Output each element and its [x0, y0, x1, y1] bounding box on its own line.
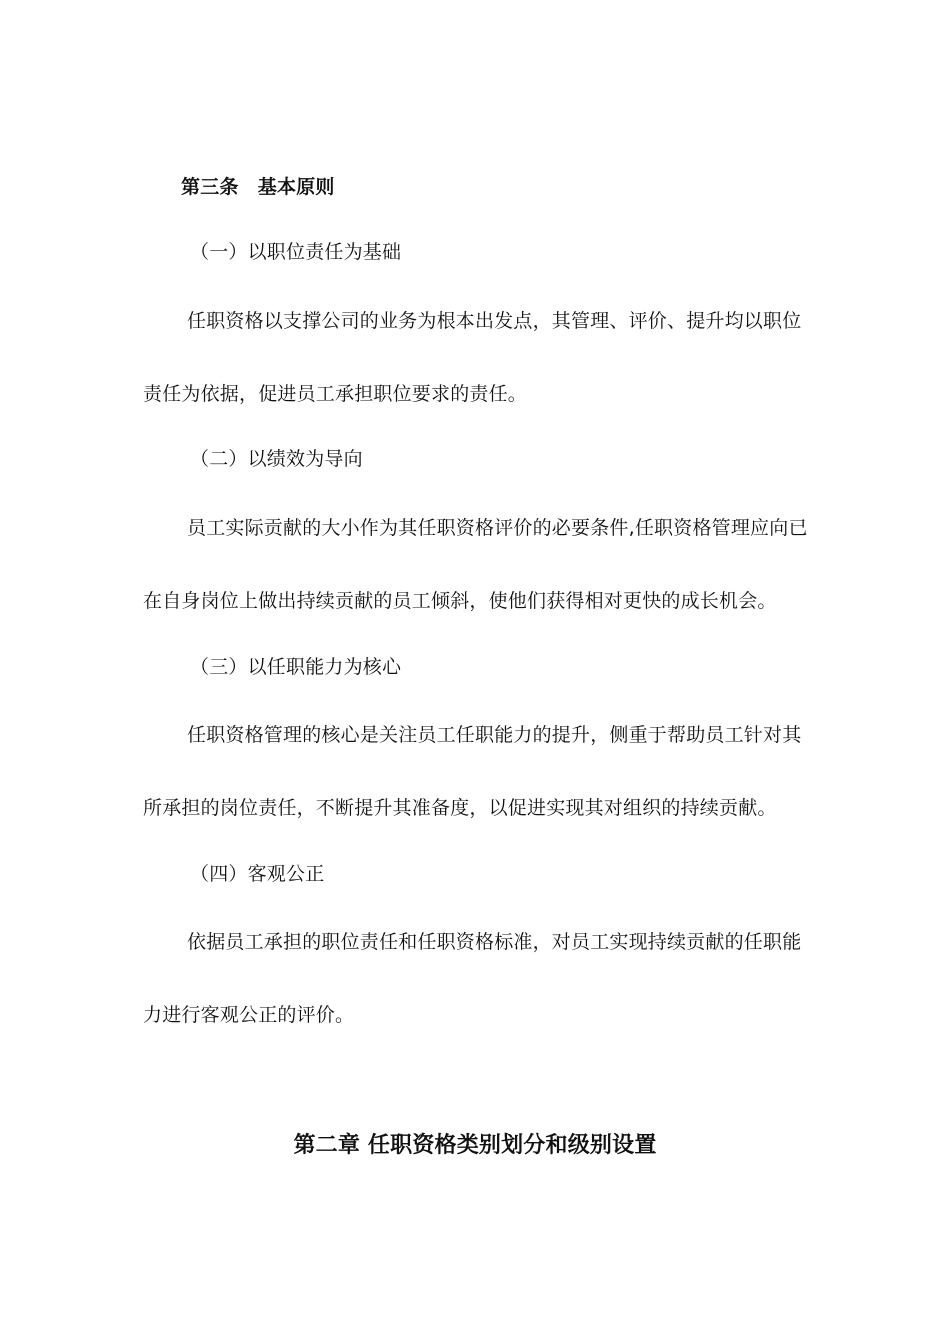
section-4-paragraph-line-1: 依据员工承担的职位责任和任职资格标准，对员工实现持续贡献的任职能 — [187, 931, 802, 953]
section-heading-2: （二）以绩效为导向 — [190, 448, 363, 470]
chapter-title: 第二章 任职资格类别划分和级别设置 — [293, 1133, 657, 1158]
section-1-paragraph-line-1: 任职资格以支撑公司的业务为根本出发点，其管理、评价、提升均以职位 — [187, 310, 802, 332]
section-2-paragraph-line-1: 员工实际贡献的大小作为其任职资格评价的必要条件,任职资格管理应向已 — [187, 517, 808, 539]
section-heading-3: （三）以任职能力为核心 — [190, 656, 402, 678]
section-heading-4: （四）客观公正 — [190, 863, 325, 885]
section-3-paragraph-line-2: 所承担的岗位责任，不断提升其准备度，以促进实现其对组织的持续贡献。 — [143, 797, 777, 819]
article-title: 第三条 基本原则 — [181, 176, 335, 198]
section-3-paragraph-line-1: 任职资格管理的核心是关注员工任职能力的提升，侧重于帮助员工针对其 — [187, 724, 802, 746]
section-heading-1: （一）以职位责任为基础 — [190, 241, 402, 263]
section-4-paragraph-line-2: 力进行客观公正的评价。 — [143, 1004, 355, 1026]
section-2-paragraph-line-2: 在自身岗位上做出持续贡献的员工倾斜，使他们获得相对更快的成长机会。 — [143, 590, 777, 612]
section-1-paragraph-line-2: 责任为依据，促进员工承担职位要求的责任。 — [143, 383, 528, 405]
